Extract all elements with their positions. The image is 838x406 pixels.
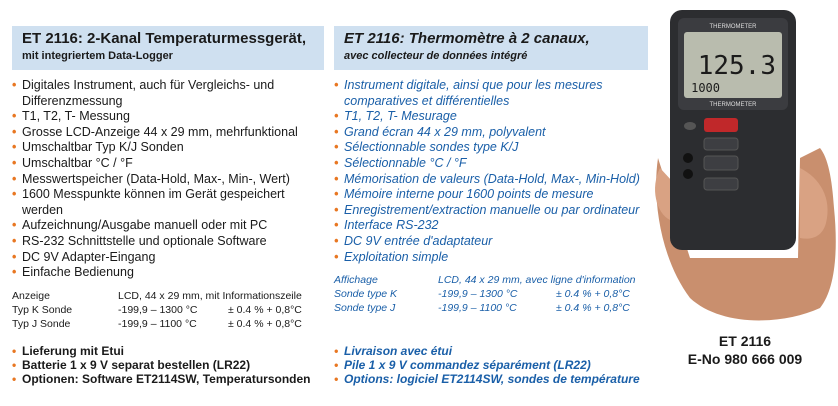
device-bottom-label: THERMOMETER — [709, 102, 757, 108]
french-title: ET 2116: Thermomètre à 2 canaux, — [344, 30, 590, 47]
spec-range: -199,9 – 1300 °C — [118, 303, 198, 316]
list-item: • Aufzeichnung/Ausgabe manuell oder mit PC — [12, 218, 324, 234]
lcd-main-value: 125.3 — [697, 51, 776, 81]
list-item: • Exploitation simple — [334, 250, 648, 266]
french-feature-list — [334, 78, 648, 265]
list-item: • DC 9V Adapter-Eingang — [12, 250, 324, 266]
german-title: ET 2116: 2-Kanal Temperaturmessgerät, — [22, 30, 307, 47]
left-button-1 — [683, 153, 693, 163]
list-item: • T1, T2, T- Mesurage — [334, 109, 648, 125]
list-item: • RS-232 Schnittstelle und optionale Software — [12, 234, 324, 250]
list-item: • Pile 1 x 9 V commandez séparément (LR22) — [334, 358, 640, 372]
list-item: • Batterie 1 x 9 V separat bestellen (LR22) — [12, 358, 311, 372]
spec-value: LCD, 44 x 29 mm, mit Informationszeile — [118, 289, 302, 302]
german-delivery — [12, 344, 311, 386]
list-item: • Optionen: Software ET2114SW, Temperatursonden — [12, 372, 311, 386]
product-model: ET 2116 — [718, 333, 772, 349]
french-subtitle: avec collecteur de données intégré — [344, 50, 528, 62]
list-item: • Umschaltbar Typ K/J Sonden — [12, 140, 324, 156]
list-item: • Mémorisation de valeurs (Data-Hold, Max-, Min-Hold) — [334, 172, 648, 188]
spec-range: -199,9 – 1100 °C — [438, 302, 517, 315]
list-item: • Messwertspeicher (Data-Hold, Max-, Min-, Wert) — [12, 172, 324, 188]
red-button — [704, 118, 738, 132]
spec-label: Sonde type K — [334, 288, 398, 301]
spec-label: Typ J Sonde — [12, 317, 71, 330]
product-eno: E-No 980 666 009 — [687, 351, 803, 367]
list-item: • T1, T2, T- Messung — [12, 109, 324, 125]
list-item: • Options: logiciel ET2114SW, sondes de température — [334, 372, 640, 386]
list-item: • Einfache Bedienung — [12, 265, 324, 281]
table-row — [334, 301, 648, 315]
german-delivery-list — [12, 344, 311, 386]
table-row — [334, 287, 648, 301]
spec-accuracy: ± 0.4 % + 0,8°C — [556, 302, 630, 315]
list-item: • Instrument digitale, ainsi que pour les mesures comparatives et différentielles — [334, 78, 648, 109]
list-item: • Interface RS-232 — [334, 218, 648, 234]
german-spec-table — [12, 289, 324, 331]
french-header — [334, 26, 648, 70]
list-item: • Sélectionnable sondes type K/J — [334, 140, 648, 156]
spec-label: Affichage — [334, 274, 378, 287]
spec-label: Anzeige — [12, 289, 50, 302]
list-item: • Lieferung mit Etui — [12, 344, 311, 358]
max-min-button — [704, 156, 738, 170]
list-item: • DC 9V entrée d'adaptateur — [334, 234, 648, 250]
spec-accuracy: ± 0.4 % + 0,8°C — [228, 317, 302, 330]
french-delivery — [334, 344, 640, 386]
french-column — [334, 0, 648, 315]
function-button — [704, 138, 738, 150]
german-feature-list — [12, 78, 324, 281]
table-row — [12, 303, 324, 317]
spec-label: Typ K Sonde — [12, 303, 73, 316]
spec-value: LCD, 44 x 29 mm, avec ligne d'information — [438, 274, 636, 287]
spec-range: -199,9 – 1300 °C — [438, 288, 518, 301]
list-item: • 1600 Messpunkte können im Gerät gespeichert werden — [12, 187, 324, 218]
german-header — [12, 26, 324, 70]
spec-range: -199,9 – 1100 °C — [118, 317, 197, 330]
list-item: • Livraison avec étui — [334, 344, 640, 358]
thermometer-photo — [650, 8, 838, 326]
list-item: • Grosse LCD-Anzeige 44 x 29 mm, mehrfunktional — [12, 125, 324, 141]
list-item: • Sélectionnable °C / °F — [334, 156, 648, 172]
list-item: • Enregistrement/extraction manuelle ou par ordinateur — [334, 203, 648, 219]
table-row — [334, 273, 648, 287]
list-item: • Umschaltbar °C / °F — [12, 156, 324, 172]
list-item: • Grand écran 44 x 29 mm, polyvalent — [334, 125, 648, 141]
spec-accuracy: ± 0.4 % + 0,8°C — [556, 288, 630, 301]
list-item: • Mémoire interne pour 1600 points de mesure — [334, 187, 648, 203]
hold-button — [704, 178, 738, 190]
table-row — [12, 317, 324, 331]
french-delivery-list — [334, 344, 640, 386]
spec-accuracy: ± 0.4 % + 0,8°C — [228, 303, 302, 316]
table-row — [12, 289, 324, 303]
power-button — [684, 122, 696, 130]
list-item: • Digitales Instrument, auch für Vergleichs- und Differenzmessung — [12, 78, 324, 109]
spec-label: Sonde type J — [334, 302, 396, 315]
german-subtitle: mit integriertem Data-Logger — [22, 50, 173, 62]
french-spec-table — [334, 273, 648, 315]
german-column — [12, 0, 324, 331]
left-button-2 — [683, 169, 693, 179]
product-caption — [664, 332, 826, 368]
device-top-label: THERMOMETER — [709, 24, 757, 30]
lcd-sub-value: 1000 — [691, 81, 720, 95]
